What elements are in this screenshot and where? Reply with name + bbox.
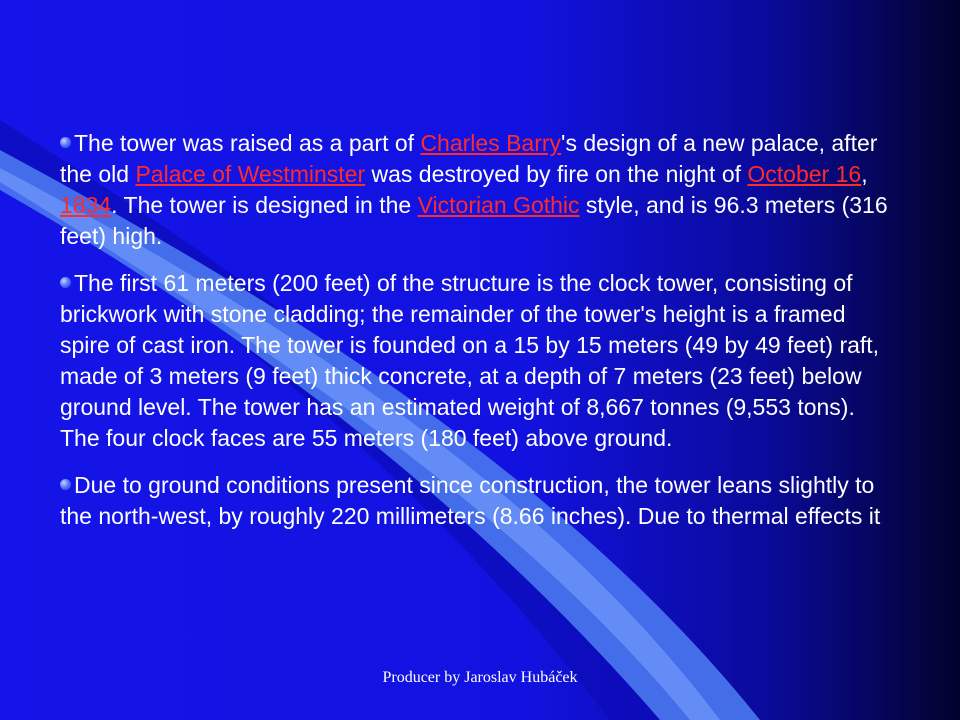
text-run: was destroyed by fire on the night of — [365, 161, 748, 187]
slide-content — [60, 128, 890, 548]
bullet-item — [60, 128, 890, 252]
link-charles-barry[interactable]: Charles Barry — [420, 130, 562, 156]
bullet-item — [60, 470, 890, 532]
link-palace-of-westminster[interactable]: Palace of Westminster — [135, 161, 366, 187]
text-run: 's design of a new palace, after the old — [60, 130, 878, 187]
bullet-icon — [60, 277, 71, 288]
text-run: style, and is 96.3 meters (316 feet) high. — [60, 192, 888, 249]
text-run: . The tower is designed in the — [111, 192, 418, 218]
bullet-icon — [60, 479, 71, 490]
text-run: The tower was raised as a part of — [74, 130, 421, 156]
link-victorian-gothic[interactable]: Victorian Gothic — [417, 192, 580, 218]
bullet-text: Due to ground conditions present since construction, the tower leans slightly to the north-west, by roughly 220 millimeters (8.66 inches). Due to thermal effects it — [60, 472, 881, 529]
text-run: , — [861, 161, 868, 187]
link-1834[interactable]: 1834 — [60, 192, 112, 218]
bullet-item — [60, 268, 890, 454]
slide-footer: Producer by Jaroslav Hubáček — [382, 669, 578, 686]
bullet-text: The first 61 meters (200 feet) of the structure is the clock tower, consisting of brickwork with stone cladding; the remainder of the tower's height is a framed spire of cast iron. The tower is founded on a 15 by 15 meters (49 by 49 feet) raft, made of 3 meters (9 feet) thick concrete, at a depth of 7 meters (23 feet) below ground level. The tower has an estimated weight of 8,667 tonnes (9,553 tons). The four clock faces are 55 meters (180 feet) above ground. — [60, 270, 880, 451]
link-october-16[interactable]: October 16 — [747, 161, 862, 187]
bullet-icon — [60, 137, 71, 148]
